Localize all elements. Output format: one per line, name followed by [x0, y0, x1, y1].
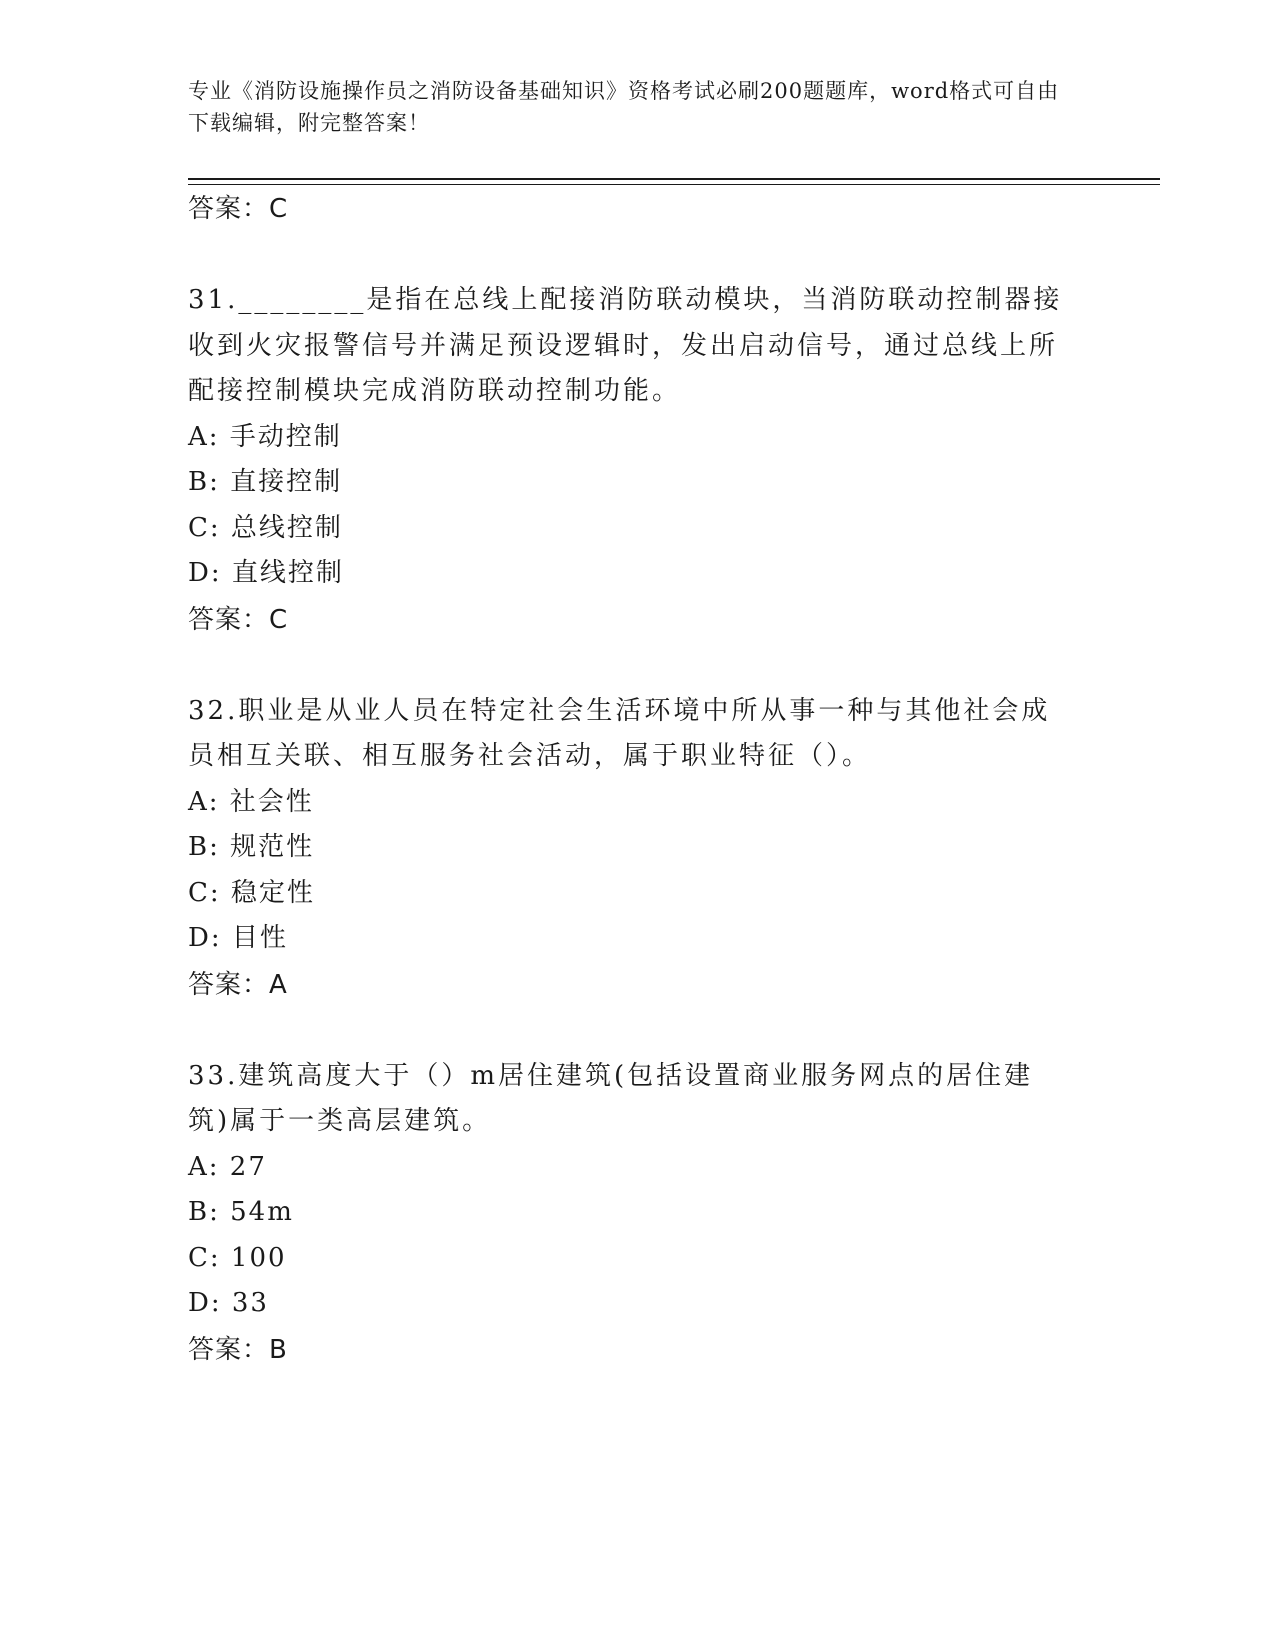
option-b: B: 规范性	[188, 832, 315, 862]
question-text: 32.职业是从业人员在特定社会生活环境中所从事一种与其他社会成员相互关联、相互服务社会活动，属于职业特征（）。	[188, 695, 1051, 771]
header-divider-thin	[188, 184, 1160, 185]
option-d: D: 33	[188, 1288, 269, 1318]
option-a: A: 手动控制	[188, 421, 342, 452]
question-item	[188, 1054, 1088, 1373]
option-b: B: 54m	[188, 1197, 294, 1227]
answer-line: 答案：B	[188, 1334, 288, 1365]
question-item	[188, 689, 1088, 1008]
option-c: C: 100	[188, 1242, 287, 1273]
answer-line: 答案：C	[188, 604, 289, 635]
question-text: 31.________是指在总线上配接消防联动模块，当消防联动控制器接收到火灾报警信号并满足预设逻辑时，发出启动信号，通过总线上所配接控制模块完成消防联动控制功能。	[188, 285, 1063, 406]
option-a: A: 社会性	[188, 786, 314, 817]
option-d: D: 目性	[188, 923, 288, 953]
option-c: C: 总线控制	[188, 512, 343, 543]
option-c: C: 稳定性	[188, 877, 315, 908]
document-header: 专业《消防设施操作员之消防设备基础知识》资格考试必刷200题题库，word格式可自由下载编辑，附完整答案！	[188, 79, 1060, 135]
option-d: D: 直线控制	[188, 558, 344, 588]
question-list	[188, 186, 1088, 1373]
option-a: A: 27	[188, 1151, 267, 1182]
question-text: 33.建筑高度大于（）m居住建筑(包括设置商业服务网点的居住建筑)属于一类高层建筑。	[188, 1060, 1034, 1136]
question-item	[188, 278, 1088, 643]
header-divider-thick	[188, 178, 1160, 180]
option-b: B: 直接控制	[188, 467, 343, 497]
answer-line: 答案：C	[188, 194, 289, 224]
answer-line: 答案：A	[188, 969, 288, 1000]
